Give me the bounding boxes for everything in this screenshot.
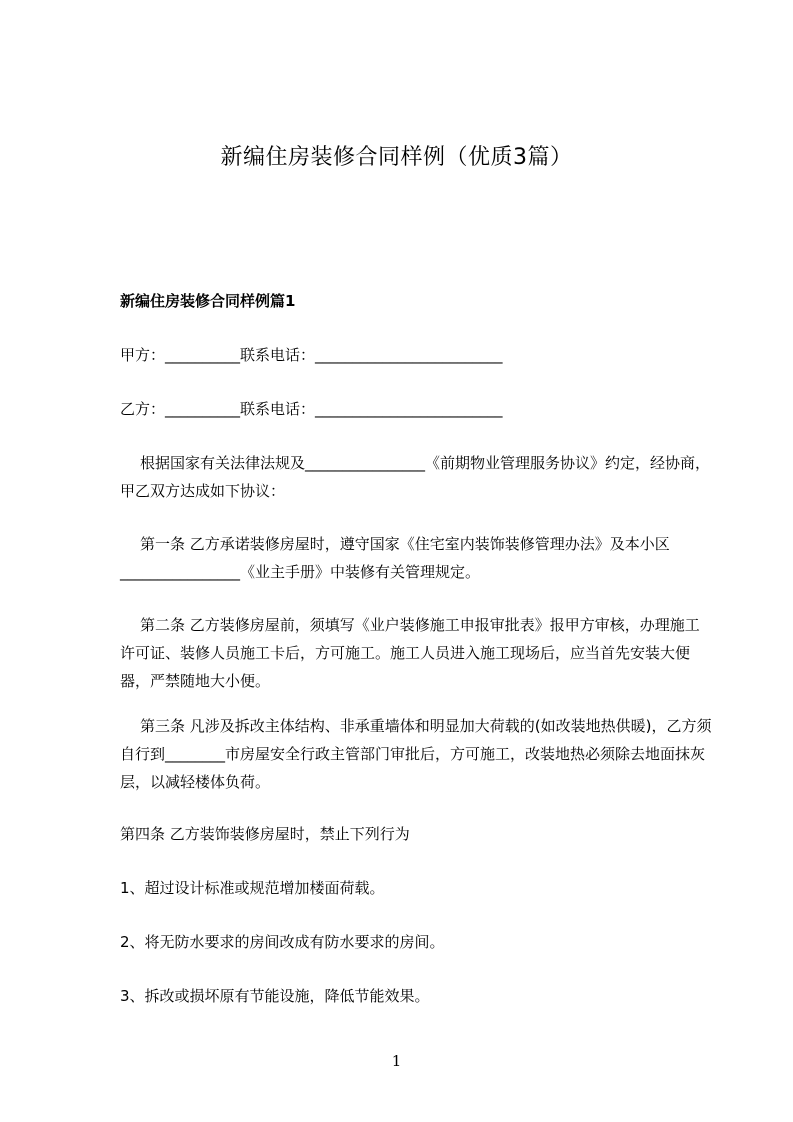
article-4: 第四条 乙方装饰装修房屋时，禁止下列行为 — [120, 825, 410, 843]
article-1: 第一条 乙方承诺装修房屋时，遵守国家《住宅室内装饰装修管理办法》及本小区________________《业主手册》中装修有关管理规定。 — [120, 535, 670, 581]
page-number: 1 — [391, 1052, 402, 1070]
article-3: 第三条 凡涉及拆改主体结构、非承重墙体和明显加大荷载的(如改装地热供暖)，乙方须自行到________市房屋安全行政主管部门审批后，方可施工，改装地热必须除去地面抹灰层，以减轻楼体负荷。 — [120, 717, 712, 791]
party-b-line: 乙方：__________联系电话：_________________________ — [120, 400, 503, 418]
party-a-line: 甲方：__________联系电话：_________________________ — [120, 346, 503, 364]
list-item-3: 3、拆改或损坏原有节能设施，降低节能效果。 — [120, 987, 430, 1005]
list-item-2: 2、将无防水要求的房间改成有防水要求的房间。 — [120, 933, 445, 951]
section-heading: 新编住房装修合同样例篇1 — [120, 292, 296, 310]
page-title: 新编住房装修合同样例（优质3篇） — [220, 145, 573, 170]
list-item-1: 1、超过设计标准或规范增加楼面荷载。 — [120, 879, 385, 897]
intro-paragraph: 根据国家有关法律法规及________________《前期物业管理服务协议》约定，经协商，甲乙双方达成如下协议： — [120, 454, 711, 500]
article-2: 第二条 乙方装修房屋前，须填写《业户装修施工申报审批表》报甲方审核，办理施工许可证、装修人员施工卡后，方可施工。施工人员进入施工现场后，应当首先安装大便器，严禁随地大小便。 — [120, 616, 700, 690]
